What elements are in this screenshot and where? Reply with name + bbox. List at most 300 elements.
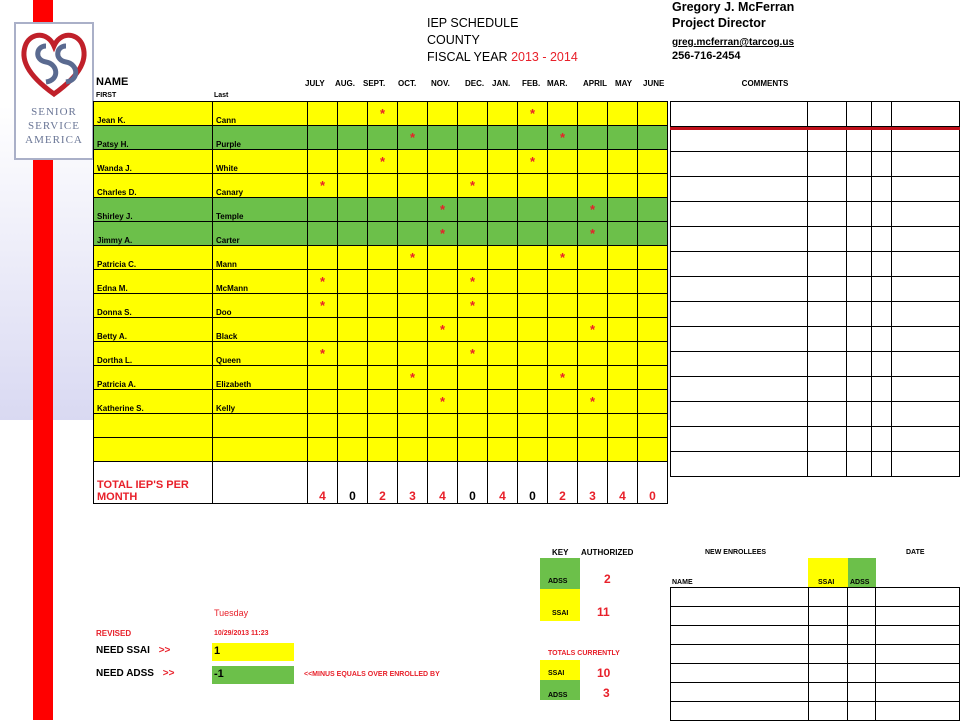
- month-cell[interactable]: *: [458, 294, 488, 318]
- month-cell[interactable]: [578, 342, 608, 366]
- month-cell[interactable]: [548, 222, 578, 246]
- month-cell[interactable]: [578, 294, 608, 318]
- month-cell[interactable]: [548, 174, 578, 198]
- month-cell[interactable]: *: [578, 318, 608, 342]
- comment-cell[interactable]: [671, 302, 808, 327]
- month-cell[interactable]: *: [308, 342, 338, 366]
- month-cell[interactable]: [608, 126, 638, 150]
- comment-cell[interactable]: [892, 102, 960, 127]
- month-cell[interactable]: [308, 438, 338, 462]
- month-cell[interactable]: [488, 102, 518, 126]
- month-cell[interactable]: [368, 318, 398, 342]
- comment-cell[interactable]: [807, 327, 847, 352]
- comment-cell[interactable]: [807, 427, 847, 452]
- month-cell[interactable]: [518, 270, 548, 294]
- month-cell[interactable]: [518, 414, 548, 438]
- first-name-cell[interactable]: Wanda J.: [94, 150, 213, 174]
- month-cell[interactable]: [398, 438, 428, 462]
- month-cell[interactable]: *: [398, 126, 428, 150]
- comment-cell[interactable]: [807, 377, 847, 402]
- enrollee-cell[interactable]: [848, 702, 876, 721]
- month-cell[interactable]: [488, 126, 518, 150]
- enrollee-cell[interactable]: [808, 588, 848, 607]
- comment-cell[interactable]: [872, 427, 892, 452]
- enrollee-cell[interactable]: [808, 626, 848, 645]
- month-cell[interactable]: [488, 270, 518, 294]
- month-cell[interactable]: *: [428, 390, 458, 414]
- enrollee-cell[interactable]: [808, 664, 848, 683]
- first-name-cell[interactable]: Shirley J.: [94, 198, 213, 222]
- enrollee-cell[interactable]: [671, 607, 809, 626]
- first-name-cell[interactable]: Charles D.: [94, 174, 213, 198]
- month-cell[interactable]: [338, 438, 368, 462]
- month-cell[interactable]: *: [548, 246, 578, 270]
- comment-cell[interactable]: [671, 402, 808, 427]
- comment-cell[interactable]: [671, 202, 808, 227]
- first-name-cell[interactable]: Jimmy A.: [94, 222, 213, 246]
- month-cell[interactable]: [548, 414, 578, 438]
- month-cell[interactable]: [488, 342, 518, 366]
- enrollee-cell[interactable]: [876, 645, 960, 664]
- month-cell[interactable]: [368, 222, 398, 246]
- first-name-cell[interactable]: Dortha L.: [94, 342, 213, 366]
- comment-cell[interactable]: [892, 252, 960, 277]
- month-cell[interactable]: [518, 390, 548, 414]
- month-cell[interactable]: [518, 318, 548, 342]
- month-cell[interactable]: [308, 198, 338, 222]
- month-cell[interactable]: *: [428, 198, 458, 222]
- month-cell[interactable]: [488, 390, 518, 414]
- last-name-cell[interactable]: Mann: [213, 246, 308, 270]
- enrollee-cell[interactable]: [848, 626, 876, 645]
- comment-cell[interactable]: [892, 377, 960, 402]
- comment-cell[interactable]: [892, 427, 960, 452]
- month-cell[interactable]: [368, 366, 398, 390]
- month-cell[interactable]: [338, 246, 368, 270]
- month-cell[interactable]: [488, 318, 518, 342]
- month-cell[interactable]: [578, 270, 608, 294]
- last-name-cell[interactable]: McMann: [213, 270, 308, 294]
- month-cell[interactable]: [488, 174, 518, 198]
- month-cell[interactable]: [578, 246, 608, 270]
- month-cell[interactable]: [338, 318, 368, 342]
- month-cell[interactable]: [638, 342, 668, 366]
- month-cell[interactable]: [398, 270, 428, 294]
- comment-cell[interactable]: [872, 202, 892, 227]
- comment-cell[interactable]: [807, 127, 847, 152]
- month-cell[interactable]: [338, 414, 368, 438]
- comment-cell[interactable]: [671, 377, 808, 402]
- enrollee-cell[interactable]: [671, 626, 809, 645]
- month-cell[interactable]: [458, 246, 488, 270]
- month-cell[interactable]: [428, 270, 458, 294]
- month-cell[interactable]: [308, 126, 338, 150]
- month-cell[interactable]: [608, 150, 638, 174]
- month-cell[interactable]: [398, 198, 428, 222]
- comment-cell[interactable]: [671, 152, 808, 177]
- month-cell[interactable]: [308, 390, 338, 414]
- month-cell[interactable]: [338, 102, 368, 126]
- month-cell[interactable]: [518, 222, 548, 246]
- month-cell[interactable]: *: [518, 102, 548, 126]
- month-cell[interactable]: [638, 246, 668, 270]
- month-cell[interactable]: [458, 318, 488, 342]
- comment-cell[interactable]: [671, 102, 808, 127]
- month-cell[interactable]: [488, 222, 518, 246]
- month-cell[interactable]: [638, 390, 668, 414]
- month-cell[interactable]: [458, 126, 488, 150]
- comment-cell[interactable]: [807, 252, 847, 277]
- comment-cell[interactable]: [872, 277, 892, 302]
- month-cell[interactable]: *: [308, 294, 338, 318]
- month-cell[interactable]: *: [458, 270, 488, 294]
- comment-cell[interactable]: [847, 302, 872, 327]
- month-cell[interactable]: [518, 366, 548, 390]
- month-cell[interactable]: [608, 438, 638, 462]
- month-cell[interactable]: [488, 438, 518, 462]
- month-cell[interactable]: [338, 174, 368, 198]
- month-cell[interactable]: [518, 246, 548, 270]
- enrollee-cell[interactable]: [808, 645, 848, 664]
- month-cell[interactable]: [518, 294, 548, 318]
- month-cell[interactable]: [518, 198, 548, 222]
- enrollee-cell[interactable]: [848, 645, 876, 664]
- last-name-cell[interactable]: White: [213, 150, 308, 174]
- comment-cell[interactable]: [671, 352, 808, 377]
- enrollee-cell[interactable]: [876, 607, 960, 626]
- month-cell[interactable]: [578, 126, 608, 150]
- enrollee-cell[interactable]: [848, 588, 876, 607]
- comment-cell[interactable]: [671, 327, 808, 352]
- month-cell[interactable]: [338, 150, 368, 174]
- month-cell[interactable]: [338, 390, 368, 414]
- comment-cell[interactable]: [892, 302, 960, 327]
- comment-cell[interactable]: [807, 452, 847, 477]
- month-cell[interactable]: [338, 294, 368, 318]
- comment-cell[interactable]: [892, 202, 960, 227]
- comment-cell[interactable]: [847, 377, 872, 402]
- month-cell[interactable]: [638, 198, 668, 222]
- comment-cell[interactable]: [671, 452, 808, 477]
- comment-cell[interactable]: [872, 152, 892, 177]
- month-cell[interactable]: [488, 294, 518, 318]
- contact-email-link[interactable]: greg.mcferran@tarcog.us: [672, 37, 795, 48]
- month-cell[interactable]: [398, 294, 428, 318]
- month-cell[interactable]: [308, 222, 338, 246]
- last-name-cell[interactable]: [213, 414, 308, 438]
- month-cell[interactable]: [518, 174, 548, 198]
- comment-cell[interactable]: [872, 127, 892, 152]
- month-cell[interactable]: [428, 366, 458, 390]
- month-cell[interactable]: [338, 270, 368, 294]
- month-cell[interactable]: [308, 414, 338, 438]
- month-cell[interactable]: [608, 366, 638, 390]
- month-cell[interactable]: [368, 342, 398, 366]
- comment-cell[interactable]: [847, 202, 872, 227]
- comment-cell[interactable]: [807, 402, 847, 427]
- month-cell[interactable]: [548, 342, 578, 366]
- enrollee-cell[interactable]: [671, 683, 809, 702]
- month-cell[interactable]: [398, 150, 428, 174]
- month-cell[interactable]: [458, 438, 488, 462]
- comment-cell[interactable]: [847, 252, 872, 277]
- last-name-cell[interactable]: Canary: [213, 174, 308, 198]
- comment-cell[interactable]: [671, 252, 808, 277]
- comment-cell[interactable]: [892, 402, 960, 427]
- first-name-cell[interactable]: Donna S.: [94, 294, 213, 318]
- month-cell[interactable]: [428, 174, 458, 198]
- month-cell[interactable]: [458, 102, 488, 126]
- comment-cell[interactable]: [892, 277, 960, 302]
- month-cell[interactable]: [428, 102, 458, 126]
- month-cell[interactable]: *: [308, 174, 338, 198]
- enrollee-cell[interactable]: [671, 645, 809, 664]
- month-cell[interactable]: [398, 102, 428, 126]
- month-cell[interactable]: [608, 414, 638, 438]
- month-cell[interactable]: [428, 126, 458, 150]
- month-cell[interactable]: [518, 342, 548, 366]
- comment-cell[interactable]: [807, 202, 847, 227]
- comment-cell[interactable]: [872, 252, 892, 277]
- month-cell[interactable]: [608, 174, 638, 198]
- month-cell[interactable]: [368, 294, 398, 318]
- month-cell[interactable]: [578, 438, 608, 462]
- month-cell[interactable]: [608, 318, 638, 342]
- comment-cell[interactable]: [671, 227, 808, 252]
- month-cell[interactable]: *: [368, 102, 398, 126]
- month-cell[interactable]: [398, 414, 428, 438]
- comment-cell[interactable]: [671, 177, 808, 202]
- month-cell[interactable]: [338, 126, 368, 150]
- comment-cell[interactable]: [847, 452, 872, 477]
- last-name-cell[interactable]: Doo: [213, 294, 308, 318]
- month-cell[interactable]: [608, 342, 638, 366]
- month-cell[interactable]: [548, 270, 578, 294]
- month-cell[interactable]: [458, 414, 488, 438]
- month-cell[interactable]: [368, 414, 398, 438]
- month-cell[interactable]: [518, 126, 548, 150]
- comment-cell[interactable]: [847, 127, 872, 152]
- month-cell[interactable]: [638, 126, 668, 150]
- comment-cell[interactable]: [872, 302, 892, 327]
- month-cell[interactable]: [458, 366, 488, 390]
- first-name-cell[interactable]: Jean K.: [94, 102, 213, 126]
- month-cell[interactable]: *: [578, 198, 608, 222]
- comment-cell[interactable]: [872, 402, 892, 427]
- comment-cell[interactable]: [807, 352, 847, 377]
- comment-cell[interactable]: [847, 277, 872, 302]
- month-cell[interactable]: [338, 366, 368, 390]
- enrollee-cell[interactable]: [876, 588, 960, 607]
- month-cell[interactable]: [458, 390, 488, 414]
- first-name-cell[interactable]: Katherine S.: [94, 390, 213, 414]
- comment-cell[interactable]: [847, 327, 872, 352]
- month-cell[interactable]: [548, 294, 578, 318]
- comment-cell[interactable]: [807, 277, 847, 302]
- last-name-cell[interactable]: Black: [213, 318, 308, 342]
- enrollee-cell[interactable]: [848, 683, 876, 702]
- enrollee-cell[interactable]: [848, 607, 876, 626]
- comment-cell[interactable]: [807, 152, 847, 177]
- month-cell[interactable]: *: [308, 270, 338, 294]
- month-cell[interactable]: [578, 102, 608, 126]
- month-cell[interactable]: [608, 294, 638, 318]
- month-cell[interactable]: [548, 198, 578, 222]
- month-cell[interactable]: [338, 222, 368, 246]
- month-cell[interactable]: *: [368, 150, 398, 174]
- month-cell[interactable]: [638, 102, 668, 126]
- comment-cell[interactable]: [892, 452, 960, 477]
- comment-cell[interactable]: [872, 352, 892, 377]
- enrollee-cell[interactable]: [876, 702, 960, 721]
- comment-cell[interactable]: [872, 227, 892, 252]
- month-cell[interactable]: *: [398, 366, 428, 390]
- month-cell[interactable]: [338, 198, 368, 222]
- month-cell[interactable]: [518, 438, 548, 462]
- comment-cell[interactable]: [892, 227, 960, 252]
- comment-cell[interactable]: [872, 327, 892, 352]
- month-cell[interactable]: [428, 438, 458, 462]
- comment-cell[interactable]: [892, 327, 960, 352]
- enrollee-cell[interactable]: [808, 683, 848, 702]
- month-cell[interactable]: [488, 246, 518, 270]
- month-cell[interactable]: [488, 366, 518, 390]
- month-cell[interactable]: [488, 414, 518, 438]
- comment-cell[interactable]: [847, 177, 872, 202]
- comment-cell[interactable]: [671, 127, 808, 152]
- enrollee-cell[interactable]: [876, 683, 960, 702]
- month-cell[interactable]: *: [578, 390, 608, 414]
- first-name-cell[interactable]: Patsy H.: [94, 126, 213, 150]
- month-cell[interactable]: [458, 222, 488, 246]
- month-cell[interactable]: [638, 318, 668, 342]
- month-cell[interactable]: [578, 150, 608, 174]
- comment-cell[interactable]: [872, 377, 892, 402]
- comment-cell[interactable]: [847, 102, 872, 127]
- first-name-cell[interactable]: Patricia A.: [94, 366, 213, 390]
- month-cell[interactable]: [548, 102, 578, 126]
- last-name-cell[interactable]: Kelly: [213, 390, 308, 414]
- comment-cell[interactable]: [892, 177, 960, 202]
- month-cell[interactable]: *: [458, 174, 488, 198]
- month-cell[interactable]: [488, 150, 518, 174]
- first-name-cell[interactable]: [94, 414, 213, 438]
- comment-cell[interactable]: [892, 352, 960, 377]
- month-cell[interactable]: [308, 366, 338, 390]
- enrollee-cell[interactable]: [671, 702, 809, 721]
- month-cell[interactable]: [368, 438, 398, 462]
- month-cell[interactable]: [548, 318, 578, 342]
- enrollee-cell[interactable]: [848, 664, 876, 683]
- month-cell[interactable]: [368, 126, 398, 150]
- month-cell[interactable]: [308, 150, 338, 174]
- month-cell[interactable]: [398, 174, 428, 198]
- month-cell[interactable]: [398, 222, 428, 246]
- month-cell[interactable]: [608, 246, 638, 270]
- month-cell[interactable]: [308, 102, 338, 126]
- month-cell[interactable]: [578, 174, 608, 198]
- month-cell[interactable]: [578, 414, 608, 438]
- comment-cell[interactable]: [872, 102, 892, 127]
- last-name-cell[interactable]: Queen: [213, 342, 308, 366]
- month-cell[interactable]: [638, 294, 668, 318]
- month-cell[interactable]: [428, 150, 458, 174]
- first-name-cell[interactable]: [94, 438, 213, 462]
- enrollee-cell[interactable]: [808, 607, 848, 626]
- comment-cell[interactable]: [671, 277, 808, 302]
- month-cell[interactable]: [458, 198, 488, 222]
- month-cell[interactable]: *: [548, 126, 578, 150]
- month-cell[interactable]: [548, 150, 578, 174]
- comment-cell[interactable]: [847, 427, 872, 452]
- month-cell[interactable]: [308, 318, 338, 342]
- enrollee-cell[interactable]: [671, 588, 809, 607]
- month-cell[interactable]: [488, 198, 518, 222]
- month-cell[interactable]: *: [398, 246, 428, 270]
- month-cell[interactable]: *: [458, 342, 488, 366]
- month-cell[interactable]: [338, 342, 368, 366]
- comment-cell[interactable]: [807, 102, 847, 127]
- comment-cell[interactable]: [807, 227, 847, 252]
- last-name-cell[interactable]: Carter: [213, 222, 308, 246]
- month-cell[interactable]: *: [428, 318, 458, 342]
- month-cell[interactable]: [638, 414, 668, 438]
- month-cell[interactable]: [368, 390, 398, 414]
- comment-cell[interactable]: [872, 177, 892, 202]
- first-name-cell[interactable]: Edna M.: [94, 270, 213, 294]
- month-cell[interactable]: [608, 270, 638, 294]
- month-cell[interactable]: [428, 414, 458, 438]
- enrollee-cell[interactable]: [876, 626, 960, 645]
- month-cell[interactable]: [638, 174, 668, 198]
- comment-cell[interactable]: [847, 227, 872, 252]
- month-cell[interactable]: [368, 246, 398, 270]
- month-cell[interactable]: [398, 342, 428, 366]
- comment-cell[interactable]: [847, 352, 872, 377]
- last-name-cell[interactable]: Temple: [213, 198, 308, 222]
- first-name-cell[interactable]: Patricia C.: [94, 246, 213, 270]
- month-cell[interactable]: [548, 390, 578, 414]
- month-cell[interactable]: [458, 150, 488, 174]
- month-cell[interactable]: *: [428, 222, 458, 246]
- comment-cell[interactable]: [892, 152, 960, 177]
- month-cell[interactable]: [638, 270, 668, 294]
- month-cell[interactable]: [608, 222, 638, 246]
- month-cell[interactable]: *: [578, 222, 608, 246]
- month-cell[interactable]: [428, 294, 458, 318]
- comment-cell[interactable]: [872, 452, 892, 477]
- first-name-cell[interactable]: Betty A.: [94, 318, 213, 342]
- month-cell[interactable]: *: [518, 150, 548, 174]
- month-cell[interactable]: [368, 270, 398, 294]
- last-name-cell[interactable]: Cann: [213, 102, 308, 126]
- month-cell[interactable]: [608, 198, 638, 222]
- month-cell[interactable]: *: [548, 366, 578, 390]
- enrollee-cell[interactable]: [808, 702, 848, 721]
- last-name-cell[interactable]: Elizabeth: [213, 366, 308, 390]
- month-cell[interactable]: [638, 222, 668, 246]
- month-cell[interactable]: [368, 198, 398, 222]
- month-cell[interactable]: [638, 150, 668, 174]
- month-cell[interactable]: [638, 366, 668, 390]
- month-cell[interactable]: [638, 438, 668, 462]
- month-cell[interactable]: [428, 342, 458, 366]
- month-cell[interactable]: [548, 438, 578, 462]
- month-cell[interactable]: [398, 318, 428, 342]
- month-cell[interactable]: [308, 246, 338, 270]
- comment-cell[interactable]: [892, 127, 960, 152]
- last-name-cell[interactable]: Purple: [213, 126, 308, 150]
